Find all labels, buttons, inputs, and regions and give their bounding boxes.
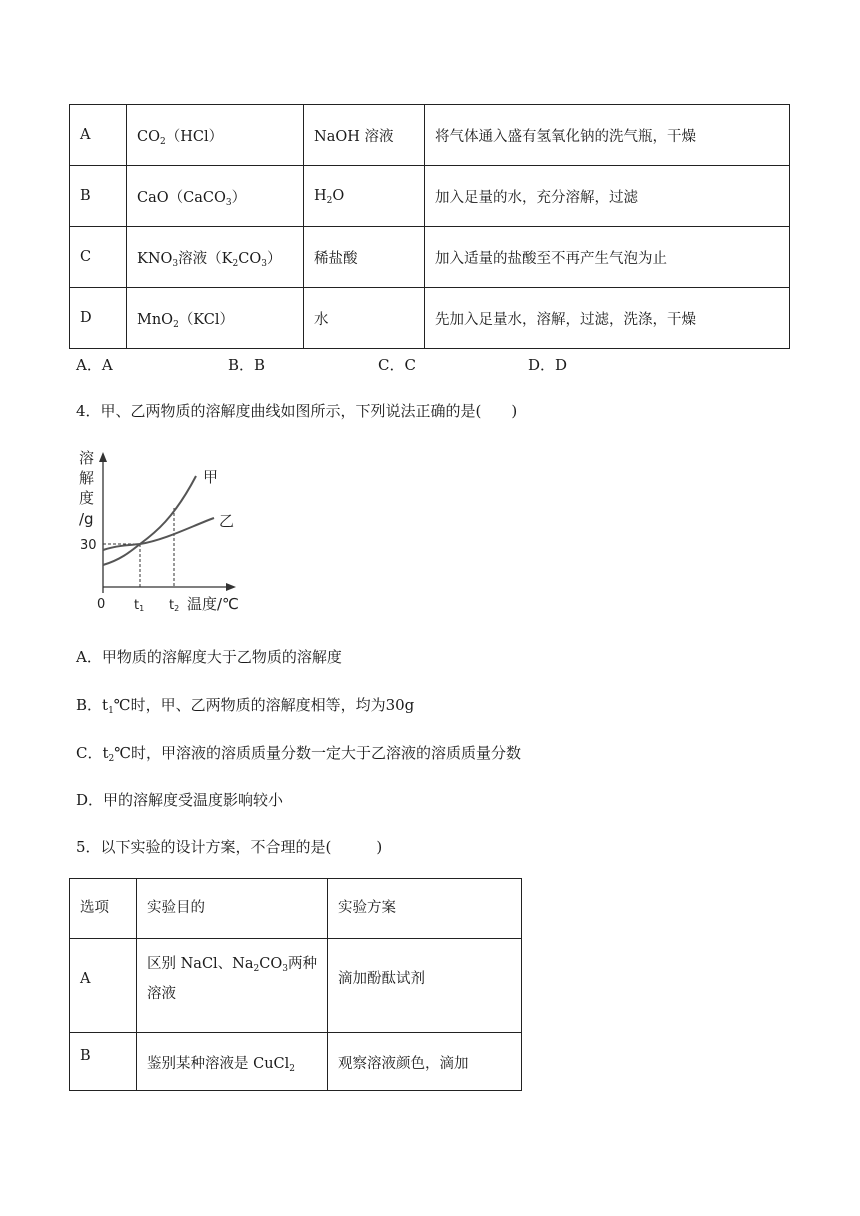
header-option: 选项 <box>70 879 137 939</box>
y-axis-label-3: 度 <box>79 489 95 507</box>
y-axis-label-1: 溶 <box>79 449 95 467</box>
substance-cell: MnO$_2$（KCl） <box>127 288 304 349</box>
table-header-row <box>70 879 522 939</box>
row-label: A <box>70 105 127 166</box>
series-label-jia: 甲 <box>203 468 219 486</box>
row-label: B <box>70 166 127 227</box>
table-row <box>70 227 790 288</box>
reagent-cell: 稀盐酸 <box>304 227 425 288</box>
purpose-cell: 区别 NaCl、$Na_2CO_3$两种 溶液 <box>137 939 328 1033</box>
y-axis-label-2: 解 <box>79 469 95 487</box>
x-axis-label: 温度/℃ <box>187 595 239 613</box>
q5-table <box>69 878 522 1091</box>
method-cell: 加入适量的盐酸至不再产生气泡为止 <box>425 227 790 288</box>
reagent-cell: $H_2O$ <box>304 166 425 227</box>
row-label: D <box>70 288 127 349</box>
y-axis-arrow <box>99 452 107 462</box>
series-label-yi: 乙 <box>219 512 235 530</box>
q3-option-c[interactable]: C．C <box>378 356 416 374</box>
method-cell: 将气体通入盛有氢氧化钠的洗气瓶，干燥 <box>425 105 790 166</box>
substance-cell: $CO_2(HCl)$ <box>127 105 304 166</box>
q5-stem: 5．以下实验的设计方案，不合理的是( ) <box>76 838 383 856</box>
method-cell: 先加入足量水，溶解，过滤，洗涤，干燥 <box>425 288 790 349</box>
reagent-cell: 水 <box>304 288 425 349</box>
q3-option-d[interactable]: D．D <box>528 356 568 374</box>
y-axis-label-4: /g <box>79 510 94 528</box>
x-axis-arrow <box>226 583 236 591</box>
origin-label: 0 <box>97 597 106 612</box>
curve-jia <box>103 476 196 565</box>
q3-option-a[interactable]: A．A <box>76 356 113 374</box>
method-cell: 加入足量的水，充分溶解，过滤 <box>425 166 790 227</box>
solubility-chart <box>70 448 250 618</box>
table-row <box>70 939 522 1033</box>
q4-option-a[interactable]: A．甲物质的溶解度大于乙物质的溶解度 <box>76 648 342 666</box>
table-row <box>70 105 790 166</box>
table-row <box>70 1033 522 1091</box>
q4-stem: 4．甲、乙两物质的溶解度曲线如图所示，下列说法正确的是( ) <box>76 402 518 420</box>
plan-cell: 滴加酚酞试剂 <box>328 939 522 1033</box>
table-row <box>70 166 790 227</box>
y-tick-30: 30 <box>80 538 97 553</box>
q3-options-table <box>69 104 790 349</box>
row-label: B <box>70 1033 137 1091</box>
substance-cell: CaO（CaCO$_3$） <box>127 166 304 227</box>
table-row <box>70 288 790 349</box>
q4-option-b[interactable]: B．$t_1℃$时，甲、乙两物质的溶解度相等，均为30g <box>76 696 415 716</box>
q3-option-b[interactable]: B．B <box>228 356 266 374</box>
purpose-cell: 鉴别某种溶液是 CuCl$_2$ <box>137 1033 328 1091</box>
substance-cell: $KNO_3$溶液$(K_2CO_3)$ <box>127 227 304 288</box>
q4-option-c[interactable]: C．$t_2℃$时，甲溶液的溶质质量分数一定大于乙溶液的溶质质量分数 <box>76 744 522 764</box>
reagent-cell: NaOH 溶液 <box>304 105 425 166</box>
header-purpose: 实验目的 <box>137 879 328 939</box>
x-tick-t1: t1 <box>134 598 145 613</box>
row-label: C <box>70 227 127 288</box>
plan-cell: 观察溶液颜色，滴加 <box>328 1033 522 1091</box>
x-tick-t2: t2 <box>169 598 180 613</box>
header-plan: 实验方案 <box>328 879 522 939</box>
curve-yi <box>103 518 214 550</box>
q4-option-d[interactable]: D．甲的溶解度受温度影响较小 <box>76 791 284 809</box>
row-label: A <box>70 939 137 1033</box>
